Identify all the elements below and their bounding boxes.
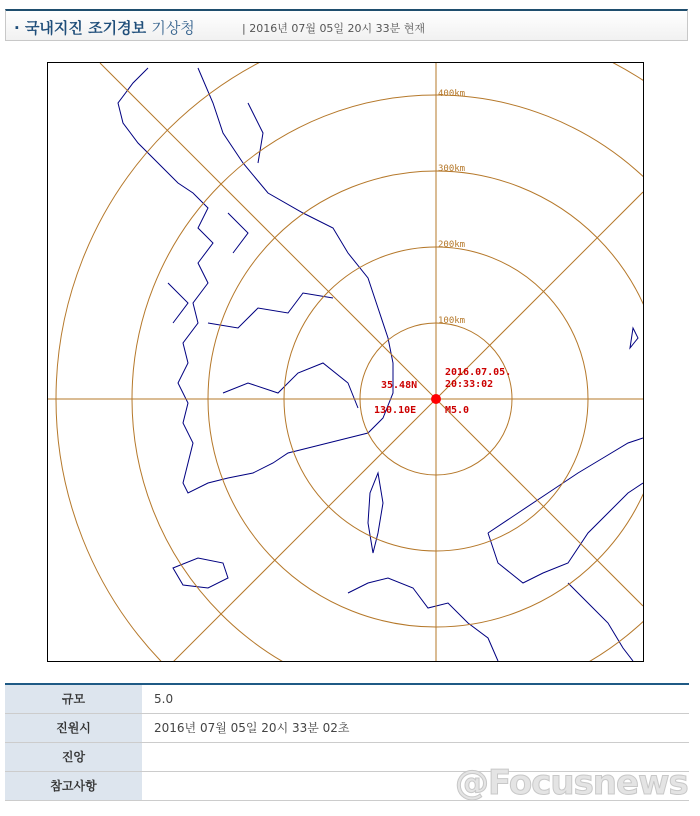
diagonal-line: [48, 192, 643, 661]
epicenter-lon: 130.10E: [374, 405, 417, 416]
jeju-island: [173, 558, 228, 588]
ring-label: 200km: [438, 240, 466, 250]
page-header: [5, 9, 688, 41]
ring-500km: [56, 63, 643, 661]
org-name: 기상청: [151, 19, 195, 37]
row-value: 5.0: [142, 684, 689, 713]
title-text: 국내지진 조기경보: [24, 19, 147, 37]
distance-rings: [48, 63, 643, 661]
epicenter-marker: [431, 394, 441, 404]
table-row: [5, 713, 689, 742]
coastlines: [118, 68, 643, 661]
row-value: 2016년 07월 05일 20시 33분 02초: [142, 713, 689, 742]
row-label: 참고사항: [5, 771, 142, 800]
page-title: [14, 17, 195, 38]
ring-label: 100km: [438, 316, 466, 326]
epicenter-magnitude: M5.0: [445, 405, 470, 416]
epicenter-date: 2016.07.05.: [445, 367, 512, 378]
watermark-logo: @Focusnews: [455, 763, 688, 803]
current-datetime: | 2016년 07월 05일 20시 33분 현재: [242, 22, 426, 35]
diagonal-line: [100, 63, 643, 606]
row-label: 진원시: [5, 713, 142, 742]
epicenter-lat: 35.48N: [381, 380, 418, 391]
ring-label: 300km: [438, 164, 466, 174]
earthquake-map: [47, 62, 644, 662]
row-label: 진앙: [5, 742, 142, 771]
row-label: 규모: [5, 684, 142, 713]
bullet: ·: [14, 19, 20, 37]
ring-label: 400km: [438, 89, 466, 99]
epicenter-time: 20:33:02: [445, 379, 494, 390]
table-row: [5, 684, 689, 713]
map-svg: [48, 63, 643, 661]
